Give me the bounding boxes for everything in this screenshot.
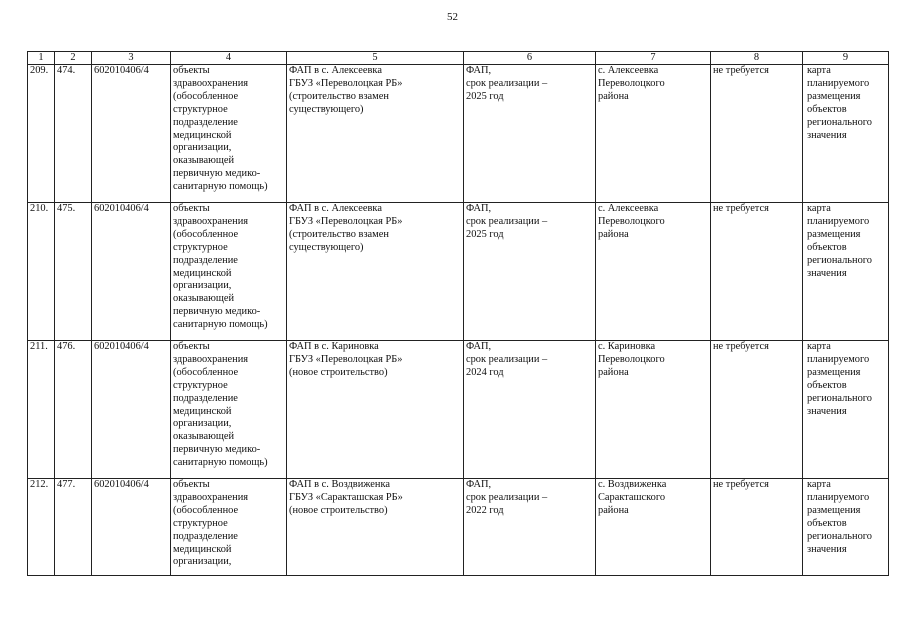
code-cell: [92, 203, 171, 341]
cell-line: (обособленное: [173, 228, 239, 240]
cell-line: ФАП в с. Кариновка: [289, 341, 379, 352]
cell-line: ФАП в с. Алексеевка: [289, 203, 382, 214]
cell-line: объектов: [807, 379, 847, 391]
cell-line: медицинской: [173, 543, 232, 555]
cell-line: ФАП в с. Воздвиженка: [289, 479, 390, 490]
cell-line: объектов: [807, 103, 847, 115]
cell-text: не требуется: [713, 65, 769, 76]
cell-line: с. Воздвиженка: [598, 479, 667, 490]
cell-line: объекты: [173, 479, 210, 490]
cell-line: срок реализации –: [466, 77, 548, 89]
cell-line: ФАП,: [466, 203, 492, 214]
cell-line: (обособленное: [173, 366, 239, 378]
cell-line: регионального: [807, 116, 872, 128]
cell-line: здравоохранения: [173, 353, 249, 365]
cell-line: Переволоцкого: [598, 353, 665, 365]
cell-line: карта: [807, 65, 831, 76]
header-row: [28, 52, 889, 65]
cell-text: не требуется: [713, 203, 769, 214]
cell-line: структурное: [173, 103, 228, 115]
header-cell: 1: [28, 52, 55, 65]
cell-line: объекты: [173, 203, 210, 214]
cell-line: медицинской: [173, 405, 232, 417]
cell-line: 2024 год: [466, 366, 504, 378]
cell-line: существующего): [289, 103, 364, 115]
cell-line: санитарную помощь): [173, 457, 268, 469]
header-cell: 9: [803, 52, 889, 65]
object-id-cell: [55, 341, 92, 479]
cell-text: не требуется: [713, 341, 769, 352]
object-name-cell: [287, 479, 464, 576]
cell-line: срок реализации –: [466, 491, 548, 503]
cell-line: оказывающей: [173, 155, 235, 167]
cell-line: здравоохранения: [173, 215, 249, 227]
cell-line: значения: [807, 129, 847, 141]
row-number-cell: [28, 341, 55, 479]
header-cell: 8: [711, 52, 803, 65]
cell-line: размещения: [807, 504, 861, 516]
cell-line: района: [598, 90, 629, 102]
cell-line: 2025 год: [466, 90, 504, 102]
zones-cell: [711, 65, 803, 203]
location-cell: [596, 341, 711, 479]
cell-text: 474.: [57, 65, 76, 76]
cell-line: значения: [807, 405, 847, 417]
object-type-cell: [171, 341, 287, 479]
table-row: [28, 479, 889, 576]
zones-cell: [711, 341, 803, 479]
cell-line: района: [598, 228, 629, 240]
cell-line: структурное: [173, 379, 228, 391]
cell-text: 602010406/4: [94, 341, 149, 352]
note-cell: [803, 203, 889, 341]
cell-line: района: [598, 366, 629, 378]
header-cell: 6: [464, 52, 596, 65]
page-number: 52: [447, 11, 458, 23]
cell-line: ГБУЗ «Переволоцкая РБ»: [289, 215, 403, 227]
location-cell: [596, 479, 711, 576]
cell-line: оказывающей: [173, 293, 235, 305]
note-cell: [803, 341, 889, 479]
cell-line: организации,: [173, 418, 232, 430]
cell-line: ФАП,: [466, 65, 492, 76]
cell-line: с. Алексеевка: [598, 65, 659, 76]
cell-line: (обособленное: [173, 504, 239, 516]
zones-cell: [711, 203, 803, 341]
cell-line: объектов: [807, 241, 847, 253]
cell-text: 476.: [57, 341, 76, 352]
location-cell: [596, 203, 711, 341]
cell-line: первичную медико-: [173, 168, 261, 180]
header-cell: 7: [596, 52, 711, 65]
cell-line: размещения: [807, 366, 861, 378]
table-row: [28, 203, 889, 341]
cell-text: 602010406/4: [94, 65, 149, 76]
object-id-cell: [55, 203, 92, 341]
cell-line: Переволоцкого: [598, 215, 665, 227]
characteristics-cell: [464, 65, 596, 203]
header-cell: 5: [287, 52, 464, 65]
characteristics-cell: [464, 341, 596, 479]
cell-text: 477.: [57, 479, 76, 490]
cell-line: объектов: [807, 517, 847, 529]
cell-line: здравоохранения: [173, 77, 249, 89]
cell-line: с. Алексеевка: [598, 203, 659, 214]
cell-line: 2025 год: [466, 228, 504, 240]
cell-line: значения: [807, 543, 847, 555]
cell-line: подразделение: [173, 254, 238, 266]
row-number-cell: [28, 479, 55, 576]
cell-line: организации,: [173, 142, 232, 154]
cell-line: структурное: [173, 241, 228, 253]
object-type-cell: [171, 203, 287, 341]
cell-line: планируемого: [807, 215, 870, 227]
cell-line: подразделение: [173, 530, 238, 542]
cell-line: срок реализации –: [466, 353, 548, 365]
object-name-cell: [287, 341, 464, 479]
cell-text: 602010406/4: [94, 203, 149, 214]
cell-line: структурное: [173, 517, 228, 529]
cell-line: района: [598, 504, 629, 516]
cell-line: ФАП,: [466, 479, 492, 490]
code-cell: [92, 341, 171, 479]
table-row: [28, 341, 889, 479]
row-number-cell: [28, 203, 55, 341]
cell-line: планируемого: [807, 77, 870, 89]
cell-line: планируемого: [807, 491, 870, 503]
cell-line: первичную медико-: [173, 444, 261, 456]
header-cell: 3: [92, 52, 171, 65]
cell-text: 602010406/4: [94, 479, 149, 490]
cell-line: подразделение: [173, 116, 238, 128]
cell-line: первичную медико-: [173, 306, 261, 318]
object-id-cell: [55, 65, 92, 203]
cell-line: ГБУЗ «Переволоцкая РБ»: [289, 353, 403, 365]
cell-line: организации,: [173, 280, 232, 292]
cell-line: размещения: [807, 228, 861, 240]
cell-text: 211.: [30, 341, 48, 352]
cell-line: (обособленное: [173, 90, 239, 102]
location-cell: [596, 65, 711, 203]
code-cell: [92, 479, 171, 576]
cell-line: значения: [807, 267, 847, 279]
code-cell: [92, 65, 171, 203]
cell-text: 212.: [30, 479, 49, 490]
cell-line: объекты: [173, 65, 210, 76]
object-name-cell: [287, 65, 464, 203]
note-cell: [803, 65, 889, 203]
zones-cell: [711, 479, 803, 576]
cell-line: (новое строительство): [289, 366, 388, 378]
cell-line: организации,: [173, 556, 232, 568]
cell-line: здравоохранения: [173, 491, 249, 503]
cell-line: подразделение: [173, 392, 238, 404]
objects-table: [27, 51, 889, 576]
cell-text: 210.: [30, 203, 49, 214]
header-cell: 4: [171, 52, 287, 65]
cell-line: размещения: [807, 90, 861, 102]
object-type-cell: [171, 65, 287, 203]
cell-line: 2022 год: [466, 504, 504, 516]
cell-line: ФАП в с. Алексеевка: [289, 65, 382, 76]
cell-text: не требуется: [713, 479, 769, 490]
cell-line: санитарную помощь): [173, 319, 268, 331]
cell-line: карта: [807, 479, 831, 490]
cell-line: медицинской: [173, 129, 232, 141]
cell-line: карта: [807, 341, 831, 352]
row-number-cell: [28, 65, 55, 203]
header-cell: 2: [55, 52, 92, 65]
cell-line: регионального: [807, 392, 872, 404]
cell-line: санитарную помощь): [173, 181, 268, 193]
cell-line: (строительство взамен: [289, 228, 389, 240]
cell-line: карта: [807, 203, 831, 214]
cell-line: (строительство взамен: [289, 90, 389, 102]
cell-line: Саракташского: [598, 491, 666, 503]
cell-line: ГБУЗ «Переволоцкая РБ»: [289, 77, 403, 89]
object-id-cell: [55, 479, 92, 576]
cell-line: ГБУЗ «Саракташская РБ»: [289, 491, 403, 503]
cell-text: 475.: [57, 203, 76, 214]
object-name-cell: [287, 203, 464, 341]
cell-line: регионального: [807, 530, 872, 542]
cell-line: медицинской: [173, 267, 232, 279]
cell-line: срок реализации –: [466, 215, 548, 227]
cell-text: 209.: [30, 65, 49, 76]
cell-line: с. Кариновка: [598, 341, 656, 352]
table-row: [28, 65, 889, 203]
characteristics-cell: [464, 479, 596, 576]
note-cell: [803, 479, 889, 576]
cell-line: ФАП,: [466, 341, 492, 352]
cell-line: (новое строительство): [289, 504, 388, 516]
cell-line: объекты: [173, 341, 210, 352]
cell-line: планируемого: [807, 353, 870, 365]
cell-line: Переволоцкого: [598, 77, 665, 89]
object-type-cell: [171, 479, 287, 576]
characteristics-cell: [464, 203, 596, 341]
table-body: [28, 65, 889, 576]
cell-line: оказывающей: [173, 431, 235, 443]
cell-line: существующего): [289, 241, 364, 253]
cell-line: регионального: [807, 254, 872, 266]
